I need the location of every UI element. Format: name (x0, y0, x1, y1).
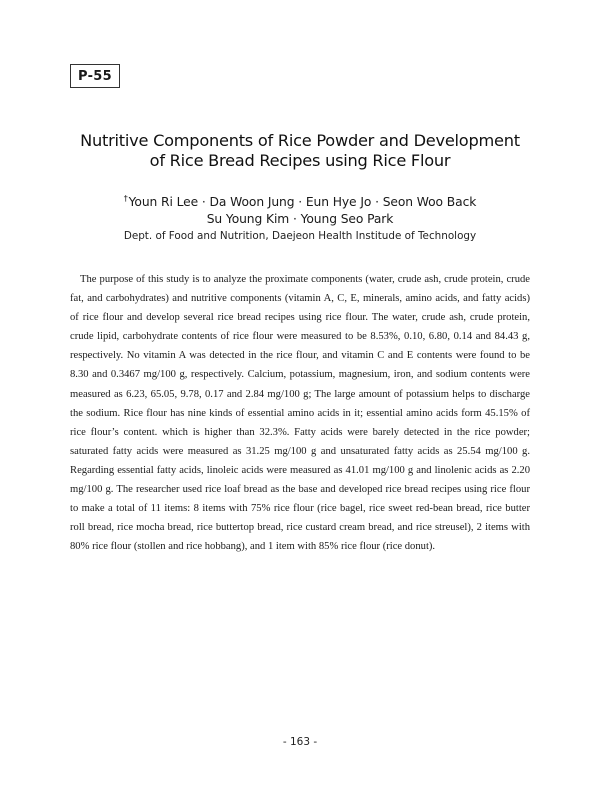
corresponding-author-mark: † (123, 194, 128, 203)
paper-title (40, 131, 560, 171)
paper-title-line-1: Nutritive Components of Rice Powder and Development (80, 131, 520, 150)
paper-title-line-2: of Rice Bread Recipes using Rice Flour (149, 151, 451, 170)
affiliation: Dept. of Food and Nutrition, Daejeon Health Institude of Technology (123, 230, 477, 242)
author-list (40, 190, 560, 228)
author-names-1: Youn Ri Lee · Da Woon Jung · Eun Hye Jo · Seon Woo Back (128, 195, 477, 209)
poster-code-label: P-55 (70, 64, 120, 88)
abstract-body: The purpose of this study is to analyze the proximate components (water, crude ash, crude protein, crude fat, and carbohydrates) and nutritive components (vitamin A, C, E, minerals, amino acids, and fatty acids) of rice flour and develop several rice bread recipes using rice flour. The water, crude ash, crude protein, crude lipid, carbohydrate contents of rice flour were measured to be 8.53%, 0.10, 6.80, 0.14 and 84.43 g, respectively. No vitamin A was detected in the rice flour, and vitamin C and E contents were found to be 8.30 and 0.3467 mg/100 g, respectively. Calcium, potassium, magnesium, iron, and sodium contents were measured as 6.23, 65.05, 9.78, 0.17 and 2.84 mg/100 g; The large amount of potassium helps to discharge the sodium. Rice flour has nine kinds of essential amino acids in it; essential amino acids form 45.15% of rice flour’s content. which is higher than 32.3%. Fatty acids were barely detected in the rice powder; saturated fatty acids were measured as 31.25 mg/100 g and unsaturated fatty acids as 25.54 mg/100 g. Regarding essential fatty acids, linoleic acids were measured as 41.01 mg/100 g and linolenic acids as 2.20 mg/100 g. The researcher used rice loaf bread as the base and developed rice bread recipes using rice flour to make a total of 11 items: 8 items with 75% rice flour (rice bagel, rice sweet red-bean bread, rice butter roll bread, rice mocha bread, rice buttertop bread, rice custard cream bread, and rice streusel), 2 items with 80% rice flour (stollen and rice hobbang), and 1 item with 85% rice flour (rice donut). (70, 274, 530, 553)
author-line-2: Su Young Kim · Young Seo Park (206, 212, 394, 226)
page-number: - 163 - (282, 736, 318, 748)
author-line-1 (40, 190, 560, 211)
